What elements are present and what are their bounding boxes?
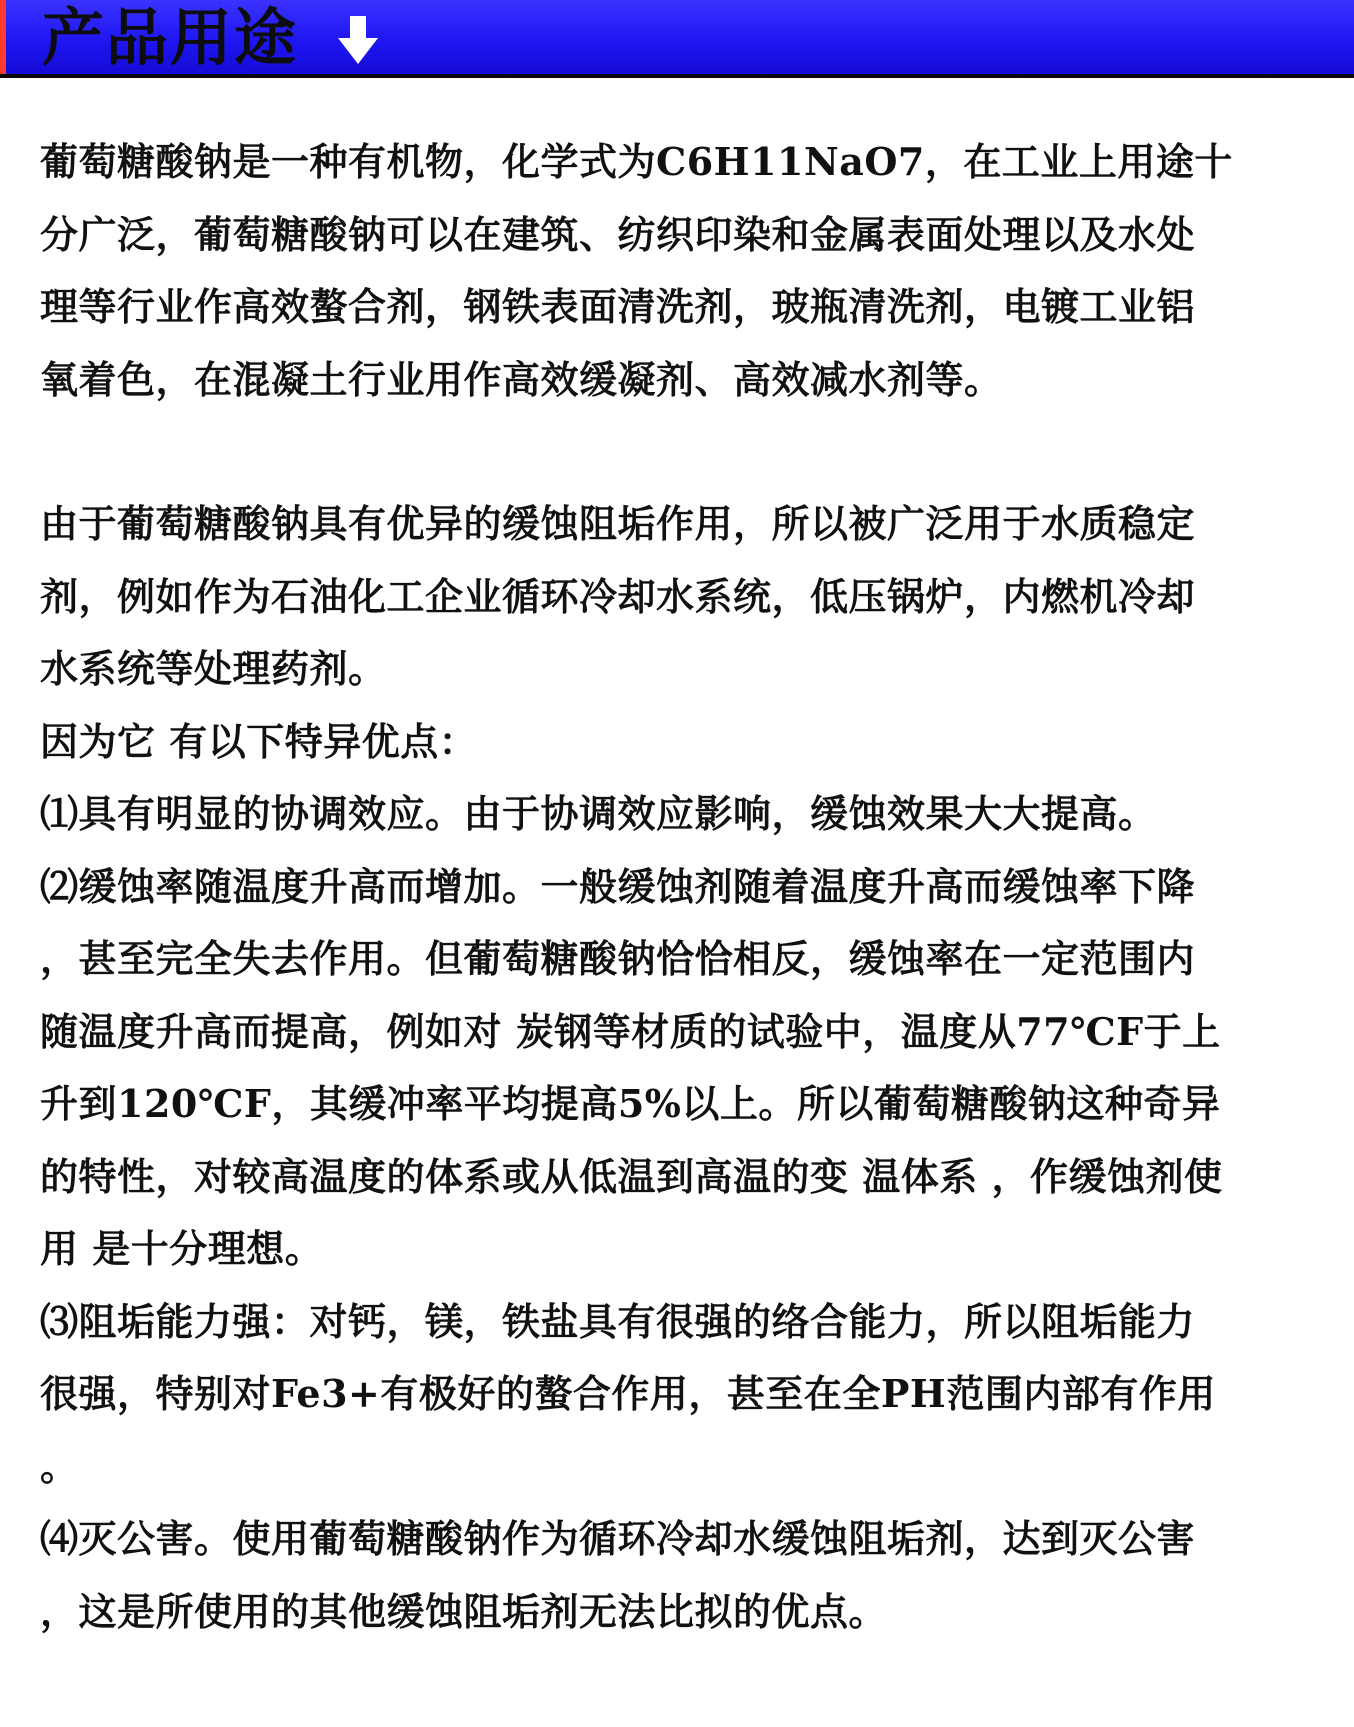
advantage-1: ⑴具有明显的协调效应。由于协调效应影响，缓蚀效果大大提高。 <box>40 791 1157 836</box>
advantage-3: ⑶阻垢能力强：对钙，镁，铁盐具有很强的络合能力，所以阻垢能力 很强，特别对Fe3+有极好的螯合作用，甚至在全PH范围内部有作用 。 <box>40 1298 1216 1489</box>
intro-paragraph: 葡萄糖酸钠是一种有机物，化学式为C6H11NaO7，在工业上用途十 分广泛，葡萄糖酸钠可以在建筑、纺织印染和金属表面处理以及水处 理等行业作高效螯合剂，钢铁表面清洗剂，玻瓶清洗剂，电镀工业铝 氧着色，在混凝土行业用作高效缓凝剂、高效减水剂等。 <box>40 139 1233 402</box>
advantages-heading: 因为它 有以下特异优点： <box>40 718 478 764</box>
section-title: 产品用途 <box>42 1 299 74</box>
advantage-2: ⑵缓蚀率随温度升高而增加。一般缓蚀剂随着温度升高而缓蚀率下降 ，甚至完全失去作用。但葡萄糖酸钠恰恰相反，缓蚀率在一定范围内 随温度升高而提高，例如对 炭钢等材质的试验中，温度从77℃F于上 升到120℃F，其缓冲率平均提高5%以上。所以葡萄糖酸钠这种奇异 的特性，对较高温度的体系或从低温到高温的变 温体系 ，作缓蚀剂使 用 是十分理想。 <box>40 863 1223 1271</box>
advantage-4: ⑷灭公害。使用葡萄糖酸钠作为循环冷却水缓蚀阻垢剂，达到灭公害 ，这是所使用的其他缓蚀阻垢剂无法比拟的优点。 <box>40 1516 1196 1634</box>
section-header <box>0 0 1354 78</box>
article-body <box>40 126 1320 1648</box>
header-accent <box>0 0 6 74</box>
arrow-down-icon <box>336 14 380 66</box>
paragraph-spacer <box>40 416 1320 488</box>
water-treatment-paragraph: 由于葡萄糖酸钠具有优异的缓蚀阻垢作用，所以被广泛用于水质稳定 剂，例如作为石油化工企业循环冷却水系统，低压锅炉，内燃机冷却 水系统等处理药剂。 <box>40 501 1196 691</box>
